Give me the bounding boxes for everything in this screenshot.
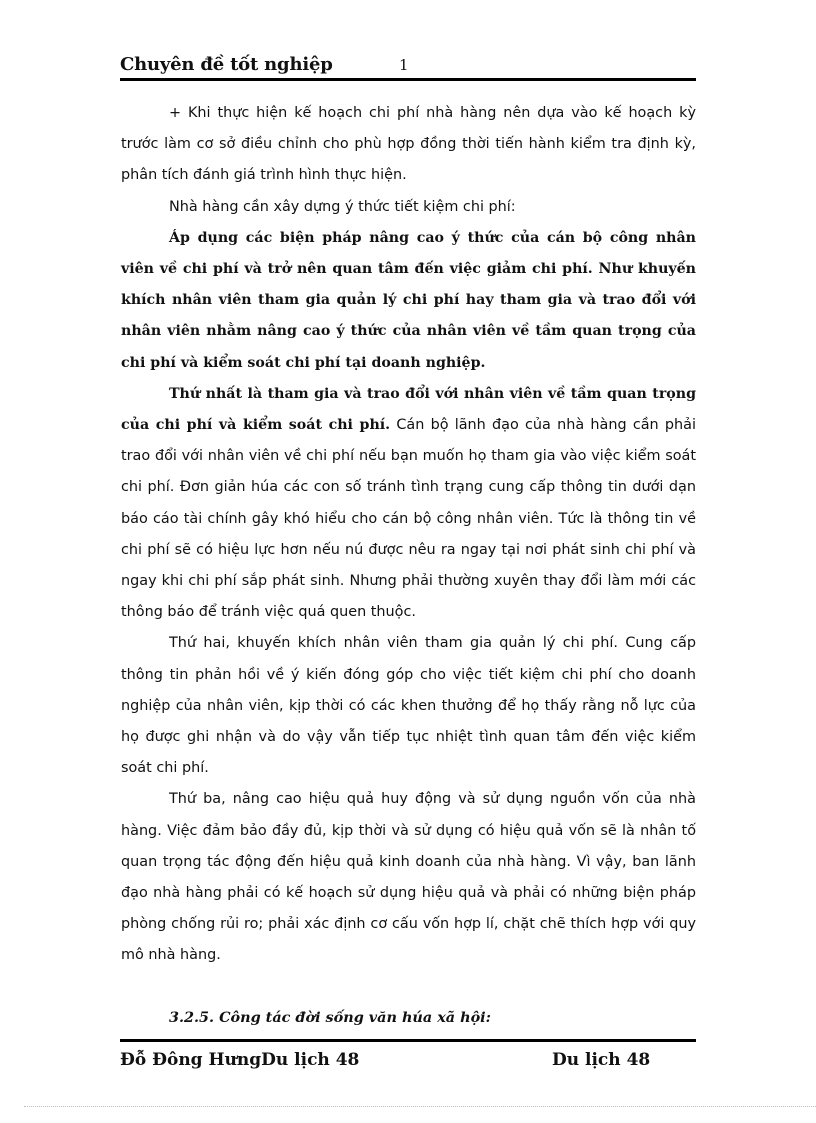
paragraph-first-text: Cán bộ lãnh đạo của nhà hàng cần phải trao đổi với nhân viên về chi phí nếu bạn muốn họ tham gia vào việc kiểm soát chi phí. Đơn giản húa các con số tránh tình trạng cung cấp thông tin dưới dạn báo cáo tài chính gây khó hiểu cho cán bộ công nhân viên. Tức là thông tin về chi phí sẽ có hiệu lực hơn nếu nú được nêu ra ngay tại nơi phát sinh chi phí và ngay khi chi phí sắp phát sinh. Nhưng phải thường xuyên thay đổi làm mới các thông báo để tránh việc quá quen thuộc. xyxy=(121,417,696,621)
footer-divider xyxy=(120,1039,696,1042)
footer-author: Đỗ Đông HưngDu lịch 48 xyxy=(120,1050,360,1070)
section-heading: 3.2.5. Công tác đời sống văn húa xã hội: xyxy=(169,1008,491,1026)
paragraph-third: Thứ ba, nâng cao hiệu quả huy động và sử dụng nguồn vốn của nhà hàng. Việc đảm bảo đầy đủ, kịp thời và sử dụng có hiệu quả vốn sẽ là nhân tố quan trọng tác động đến hiệu quả kinh doanh của nhà hàng. Vì vậy, ban lãnh đạo nhà hàng phải có kế hoạch sử dụng hiệu quả và phải có những biện pháp phòng chống rủi ro; phải xác định cơ cấu vốn hợp lí, chặt chẽ thích hợp với quy mô nhà hàng. xyxy=(121,791,696,964)
paragraph-first xyxy=(121,379,696,629)
page-number: 1 xyxy=(399,56,409,74)
page-header xyxy=(120,52,696,81)
paragraph-measures-bold: Áp dụng các biện pháp nâng cao ý thức của cán bộ công nhân viên về chi phí và trở nên quan tâm đến việc giảm chi phí. Như khuyến khích nhân viên tham gia quản lý chi phí hay tham gia và trao đổi với nhân viên nhằm nâng cao ý thức của nhân viên về tầm quan trọng của chi phí và kiểm soát chi phí tại doanh nghiệp. xyxy=(121,229,696,371)
document-body xyxy=(121,98,696,1033)
page-boundary xyxy=(24,1106,816,1107)
paragraph-plan-costs: + Khi thực hiện kế hoạch chi phí nhà hàng nên dựa vào kế hoạch kỳ trước làm cơ sở điều chỉnh cho phù hợp đồng thời tiến hành kiểm tra định kỳ, phân tích đánh giá trình hình thực hiện. xyxy=(121,105,696,184)
paragraph-saving-awareness: Nhà hàng cần xây dựng ý thức tiết kiệm chi phí: xyxy=(169,198,516,215)
paragraph-first-bold-lead: Thứ nhất là tham gia và trao đổi với nhân viên về tầm quan trọng của chi phí và kiểm soát chi phí. xyxy=(121,385,696,434)
paragraph-second: Thứ hai, khuyến khích nhân viên tham gia quản lý chi phí. Cung cấp thông tin phản hồi về ý kiến đóng góp cho việc tiết kiệm chi phí cho doanh nghiệp của nhân viên, kịp thời có các khen thưởng để họ thấy rằng nỗ lực của họ được ghi nhận và do vậy vẫn tiếp tục nhiệt tình quan tâm đến việc kiểm soát chi phí. xyxy=(121,635,696,777)
header-title: Chuyên đề tốt nghiệp xyxy=(120,54,333,75)
footer-class: Du lịch 48 xyxy=(552,1050,651,1070)
